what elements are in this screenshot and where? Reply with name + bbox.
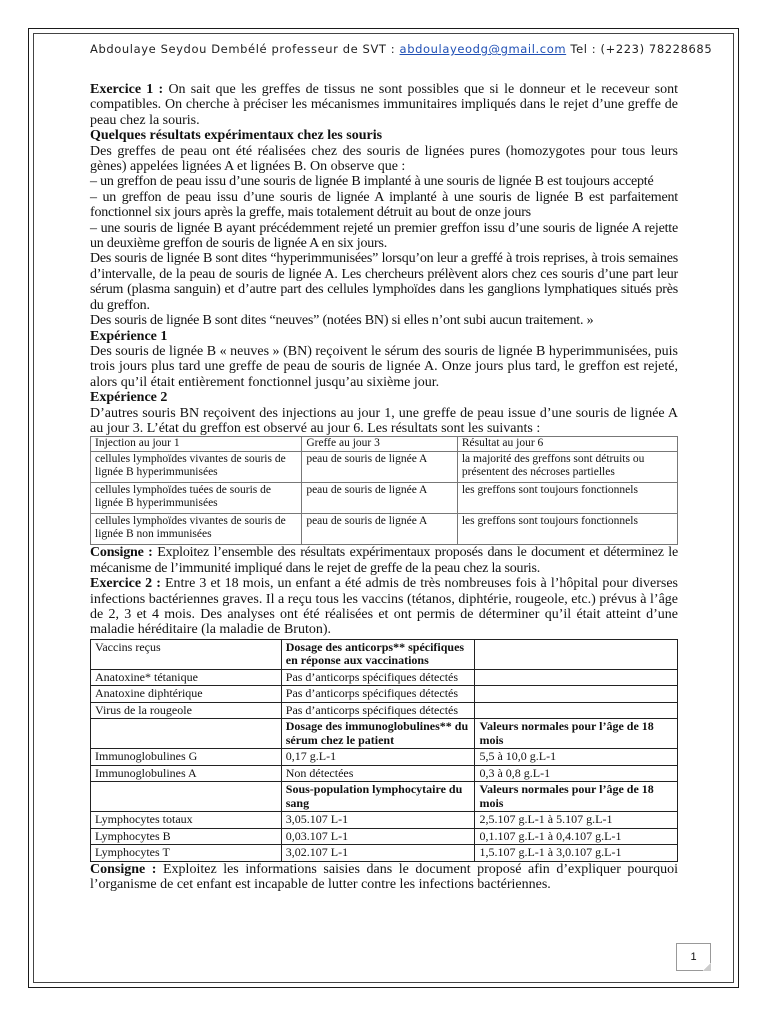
table-cell: Anatoxine diphtérique	[91, 686, 282, 703]
table-cell: Pas d’anticorps spécifiques détectés	[281, 686, 475, 703]
table-row	[91, 514, 678, 545]
exp2-title: Expérience 2	[90, 390, 168, 406]
table-cell: Non détectées	[281, 765, 475, 782]
table-row	[91, 669, 678, 686]
table-cell: cellules lymphoïdes tuées de souris de lignée B hyperimmunisées	[91, 483, 302, 514]
ex1-title: Exercice 1 :	[90, 82, 164, 97]
exp1-title: Expérience 1	[90, 328, 168, 344]
header-author: Abdoulaye Seydou Dembélé professeur de SVT :	[90, 42, 400, 56]
table-cell: les greffons sont toujours fonctionnels	[457, 483, 677, 514]
consigne-label: Consigne :	[90, 545, 153, 561]
table-cell: Virus de la rougeole	[91, 702, 282, 719]
ex1-paragraph-3: Des souris de lignée B sont dites “neuves” (notées BN) si elles n’ont subi aucun traitement. »	[90, 313, 594, 329]
table-cell	[475, 669, 678, 686]
ex2-consigne: Consigne : Exploitez les informations saisies dans le document proposé afin d’expliquer pourquoi l’organisme de cet enfant est incapable de lutter contre les infections bactériennes.	[90, 861, 678, 893]
table-header-row	[91, 437, 678, 452]
ex1-observation-3: – une souris de lignée B ayant précédemment rejeté un premier greffon issu d’une souris de lignée A rejette un deuxième greffon de souris de lignée A en six jours.	[90, 220, 678, 252]
table-header-cell	[91, 782, 282, 812]
table-cell: Pas d’anticorps spécifiques détectés	[281, 669, 475, 686]
header-phone: Tel : (+223) 78228685	[566, 42, 713, 56]
table-cell: cellules lymphoïdes vivantes de souris de lignée B non immunisées	[91, 514, 302, 545]
table-cell: 0,3 à 0,8 g.L-1	[475, 765, 678, 782]
exp2-results-table	[90, 436, 678, 545]
ex2-intro: Exercice 2 : Entre 3 et 18 mois, un enfant a été admis de très nombreuses fois à l’hôpital pour diverses infections bactériennes graves. Il a reçu tous les vaccins (tétanos, diphtérie, rougeole, etc.) prévus à l’âge de 2, 3 et 4 mois. Des analyses ont été réalisées et ont permis de déterminer qu’il était atteint d’une maladie héréditaire (la maladie de Bruton).	[90, 576, 678, 638]
table-row	[91, 812, 678, 829]
table-cell: 2,5.107 g.L-1 à 5.107 g.L-1	[475, 812, 678, 829]
page-number: 1	[676, 943, 711, 971]
table-header-cell: Valeurs normales pour l’âge de 18 mois	[475, 782, 678, 812]
table-cell: 3,02.107 L-1	[281, 845, 475, 862]
table-cell: 1,5.107 g.L-1 à 3,0.107 g.L-1	[475, 845, 678, 862]
table-cell: les greffons sont toujours fonctionnels	[457, 514, 677, 545]
table-cell: 3,05.107 L-1	[281, 812, 475, 829]
table-header-row	[91, 719, 678, 749]
ex1-paragraph-1: Des greffes de peau ont été réalisées chez des souris de lignées pures (homozygotes pour tous leurs gènes) appelées lignées A et lignées B. On observe que :	[90, 143, 678, 175]
table-row	[91, 686, 678, 703]
table-header-cell	[475, 639, 678, 669]
ex2-title: Exercice 2 :	[90, 576, 161, 592]
table-cell: Lymphocytes T	[91, 845, 282, 862]
table-row	[91, 845, 678, 862]
table-cell: Anatoxine* tétanique	[91, 669, 282, 686]
table-header-cell: Sous-population lymphocytaire du sang	[281, 782, 475, 812]
header-email-link[interactable]: abdoulayeodg@gmail.com	[399, 42, 567, 56]
table-header-row	[91, 782, 678, 812]
table-cell: la majorité des greffons sont détruits ou présentent des nécroses partielles	[457, 452, 677, 483]
table-cell: 0,03.107 L-1	[281, 828, 475, 845]
exp1-text: Des souris de lignée B « neuves » (BN) reçoivent le sérum des souris de lignée B hyperimmunisées, puis trois jours plus tard une greffe de peau de souris de lignée A. Onze jours plus tard, le greffon est rejeté, alors qu’il était entièrement fonctionnel jusqu’au sixième jour.	[90, 343, 678, 390]
ex1-consigne: Consigne : Exploitez l’ensemble des résultats expérimentaux proposés dans le document et déterminez le mécanisme de l’immunité impliqué dans le rejet de greffe de la peau chez la souris.	[90, 545, 678, 576]
ex2-results-table	[90, 639, 678, 862]
table-cell: peau de souris de lignée A	[302, 483, 458, 514]
table-header-cell: Valeurs normales pour l’âge de 18 mois	[475, 719, 678, 749]
table-cell: Lymphocytes B	[91, 828, 282, 845]
table-cell: 0,17 g.L-1	[281, 749, 475, 766]
table-header-row	[91, 639, 678, 669]
table-cell: Lymphocytes totaux	[91, 812, 282, 829]
table-row	[91, 765, 678, 782]
document-body	[90, 82, 678, 893]
ex1-intro: Exercice 1 : On sait que les greffes de tissus ne sont possibles que si le donneur et le receveur sont compatibles. On cherche à préciser les mécanismes immunitaires impliqués dans le rejet d’une greffe de peau chez la souris.	[90, 82, 678, 128]
consigne-label: Consigne :	[90, 861, 157, 877]
table-cell: cellules lymphoïdes vivantes de souris de lignée B hyperimmunisées	[91, 452, 302, 483]
table-header-cell: Vaccins reçus	[91, 639, 282, 669]
table-row	[91, 828, 678, 845]
table-header-cell	[91, 719, 282, 749]
table-cell: Immunoglobulines G	[91, 749, 282, 766]
table-cell: 0,1.107 g.L-1 à 0,4.107 g.L-1	[475, 828, 678, 845]
ex1-observation-1: – un greffon de peau issu d’une souris de lignée B implanté à une souris de lignée B est toujours accepté	[90, 174, 654, 190]
ex1-results-heading: Quelques résultats expérimentaux chez les souris	[90, 128, 383, 144]
ex1-paragraph-2: Des souris de lignée B sont dites “hyperimmunisées” lorsqu’on leur a greffé à trois reprises, à trois semaines d’intervalle, de la peau de souris de lignée A. Les chercheurs prélèvent alors chez ces souris d’une part leur sérum (plasma sanguin) et d’autre part des cellules lymphoïdes dans les ganglions lymphatiques situés près du greffon.	[90, 251, 678, 313]
table-row	[91, 749, 678, 766]
table-cell: peau de souris de lignée A	[302, 452, 458, 483]
table-header-cell: Résultat au jour 6	[457, 437, 677, 452]
table-cell: Pas d’anticorps spécifiques détectés	[281, 702, 475, 719]
table-header-cell: Dosage des anticorps** spécifiques en réponse aux vaccinations	[281, 639, 475, 669]
exp2-text: D’autres souris BN reçoivent des injections au jour 1, une greffe de peau issue d’une souris de lignée A au jour 3. L’état du greffon est observé au jour 6. Les résultats sont les suivants :	[90, 405, 678, 436]
table-row	[91, 452, 678, 483]
table-header-cell: Dosage des immunoglobulines** du sérum chez le patient	[281, 719, 475, 749]
table-row	[91, 483, 678, 514]
table-cell	[475, 686, 678, 703]
table-cell: 5,5 à 10,0 g.L-1	[475, 749, 678, 766]
table-cell	[475, 702, 678, 719]
page-header	[90, 42, 713, 56]
table-cell: peau de souris de lignée A	[302, 514, 458, 545]
ex1-observation-2: – un greffon de peau issu d’une souris de lignée A implanté à une souris de lignée B est parfaitement fonctionnel six jours après la greffe, mais totalement détruit au bout de onze jours	[90, 189, 678, 221]
table-row	[91, 702, 678, 719]
table-cell: Immunoglobulines A	[91, 765, 282, 782]
table-header-cell: Injection au jour 1	[91, 437, 302, 452]
table-header-cell: Greffe au jour 3	[302, 437, 458, 452]
